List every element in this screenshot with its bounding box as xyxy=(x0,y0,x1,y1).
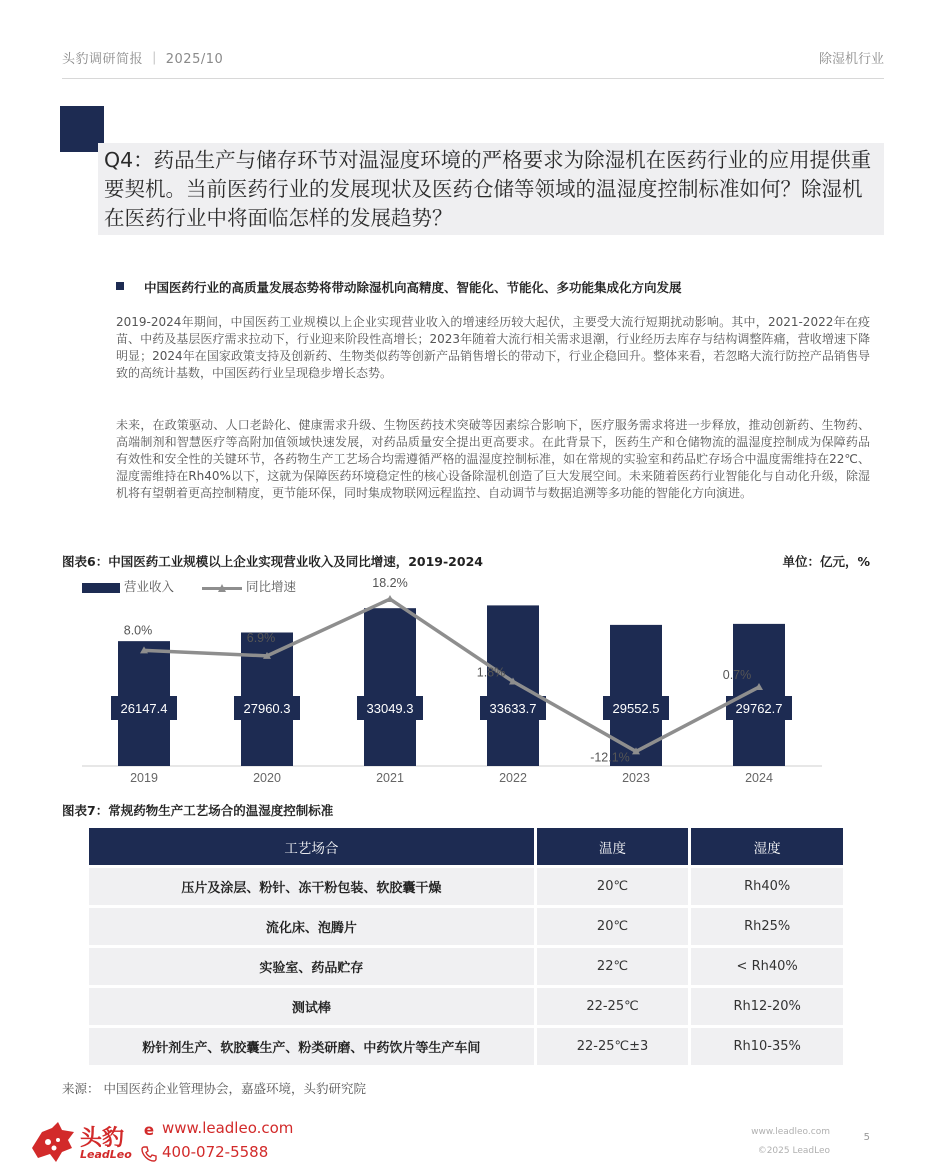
section-bullet-icon xyxy=(116,282,124,290)
page-number: 5 xyxy=(863,1132,870,1143)
logo-chinese-name: 头豹 xyxy=(80,1126,125,1151)
x-tick-label: 2020 xyxy=(253,771,281,785)
x-tick-label: 2024 xyxy=(745,771,773,785)
temp-humidity-standard-table xyxy=(86,825,846,1068)
footer-copyright: ©2025 LeadLeo xyxy=(757,1146,830,1156)
table-row xyxy=(89,988,843,1025)
paragraph-2: 未来，在政策驱动、人口老龄化、健康需求升级、生物医药技术突破等因素综合影响下，医疗服务需求将进一步释放，推动创新药、生物药、高端制剂和智慧医疗等高附加值领域快速发展，对药品质量安全提出更高要求。在此背景下，医药生产和仓储物流的温湿度控制成为保障药品有效性和安全性的关键环节，各药物生产工艺场合均需遵循严格的温湿度控制标准，如在常规的实验室和药品贮存场合中温度需维持在22℃、湿度需维持在Rh40%以下，这就为保障医药环境稳定性的核心设备除湿机创造了巨大发展空间。未来随着医药行业智能化与自动化升级，除湿机将有望朝着更高控制精度，更节能环保，同时集成物联网远程监控、自动调节与数据追溯等多功能的智能化方向演进。 xyxy=(116,418,870,500)
header-divider xyxy=(62,78,884,79)
x-tick-label: 2022 xyxy=(499,771,527,785)
col-header-humidity: 湿度 xyxy=(691,828,843,865)
section-title: 中国医药行业的高质量发展态势将带动除湿机向高精度、智能化、节能化、多功能集成化方向发展 xyxy=(144,280,682,295)
source-note: 来源： 中国医药企业管理协会，嘉盛环境，头豹研究院 xyxy=(62,1081,366,1096)
header-industry: 除湿机行业 xyxy=(818,52,884,67)
phone-icon xyxy=(140,1145,158,1163)
cell-humidity: < Rh40% xyxy=(691,948,843,985)
figure6-title: 图表6：中国医药工业规模以上企业实现营业收入及同比增速，2019-2024 xyxy=(62,554,483,569)
web-e-icon: e xyxy=(143,1121,155,1139)
footer-url: www.leadleo.com xyxy=(751,1127,830,1137)
table-row xyxy=(89,868,843,905)
revenue-data-label: 29762.7 xyxy=(735,701,783,716)
cell-humidity: Rh40% xyxy=(691,868,843,905)
revenue-data-label: 26147.4 xyxy=(120,701,168,716)
paragraph-1: 2019-2024年期间，中国医药工业规模以上企业实现营业收入的增速经历较大起伏，主要受大流行短期扰动影响。其中，2021-2022年在疫苗、中药及基层医疗需求拉动下，行业迎来阶段性高增长；2023年随着大流行相关需求退潮，行业经历去库存与结构调整阵痛，营收增速下降明显；2024年在国家政策支持及创新药、生物类似药等创新产品销售增长的带动下，行业企稳回升。整体来看，若忽略大流行防控产品销售导致的高统计基数，中国医药行业呈现稳步增长态势。 xyxy=(116,315,870,380)
cell-process: 实验室、药品贮存 xyxy=(89,948,534,985)
legend-growth-label: 同比增速 xyxy=(246,579,297,594)
question-text: Q4：药品生产与储存环节对温湿度环境的严格要求为除湿机在医药行业的应用提供重要契机。当前医药行业的发展现状及医药仓储等领域的温湿度控制标准如何？除湿机在医药行业中将面临怎样的发展趋势？ xyxy=(104,148,872,230)
figure6-unit: 单位：亿元，% xyxy=(782,554,870,569)
growth-data-label: 0.7% xyxy=(722,668,752,683)
cell-process: 粉针剂生产、软胶囊生产、粉类研磨、中药饮片等生产车间 xyxy=(89,1028,534,1065)
logo-english-name: LeadLeo xyxy=(80,1148,132,1161)
growth-line xyxy=(144,599,759,751)
header-report-title: 头豹调研简报 ｜ 2025/10 xyxy=(62,52,224,67)
cell-humidity: Rh10-35% xyxy=(691,1028,843,1065)
revenue-bar xyxy=(364,608,416,766)
cell-temperature: 20℃ xyxy=(537,868,689,905)
cell-humidity: Rh25% xyxy=(691,908,843,945)
col-header-temperature: 温度 xyxy=(537,828,689,865)
leadleo-leopard-logo-icon xyxy=(28,1118,80,1164)
growth-data-label: -12.1% xyxy=(590,750,630,765)
table-header-row xyxy=(89,828,843,865)
figure7-title: 图表7：常规药物生产工艺场合的温湿度控制标准 xyxy=(62,803,334,818)
revenue-data-label: 33633.7 xyxy=(489,701,537,716)
x-tick-label: 2023 xyxy=(622,771,650,785)
revenue-data-label: 29552.5 xyxy=(612,701,660,716)
revenue-bar xyxy=(487,605,539,766)
revenue-bar xyxy=(610,625,662,766)
phone-number: 400-072-5588 xyxy=(162,1143,269,1161)
cell-temperature: 22-25℃±3 xyxy=(537,1028,689,1065)
cell-humidity: Rh12-20% xyxy=(691,988,843,1025)
x-tick-label: 2019 xyxy=(130,771,158,785)
x-tick-label: 2021 xyxy=(376,771,404,785)
table-row xyxy=(89,1028,843,1065)
revenue-growth-chart xyxy=(62,570,882,795)
growth-data-label: 6.9% xyxy=(246,630,276,645)
col-header-process: 工艺场合 xyxy=(89,828,534,865)
cell-process: 测试棒 xyxy=(89,988,534,1025)
growth-data-label: 18.2% xyxy=(372,576,408,591)
cell-process: 流化床、泡腾片 xyxy=(89,908,534,945)
cell-temperature: 22-25℃ xyxy=(537,988,689,1025)
revenue-data-label: 27960.3 xyxy=(243,701,291,716)
table-row xyxy=(89,948,843,985)
revenue-data-label: 33049.3 xyxy=(366,701,414,716)
growth-data-label: 8.0% xyxy=(123,623,153,638)
cell-temperature: 22℃ xyxy=(537,948,689,985)
legend-revenue-label: 营业收入 xyxy=(124,579,175,594)
website-link[interactable]: www.leadleo.com xyxy=(162,1119,294,1137)
growth-data-label: 1.8% xyxy=(476,665,506,680)
cell-temperature: 20℃ xyxy=(537,908,689,945)
cell-process: 压片及涂层、粉针、冻干粉包装、软胶囊干燥 xyxy=(89,868,534,905)
table-row xyxy=(89,908,843,945)
